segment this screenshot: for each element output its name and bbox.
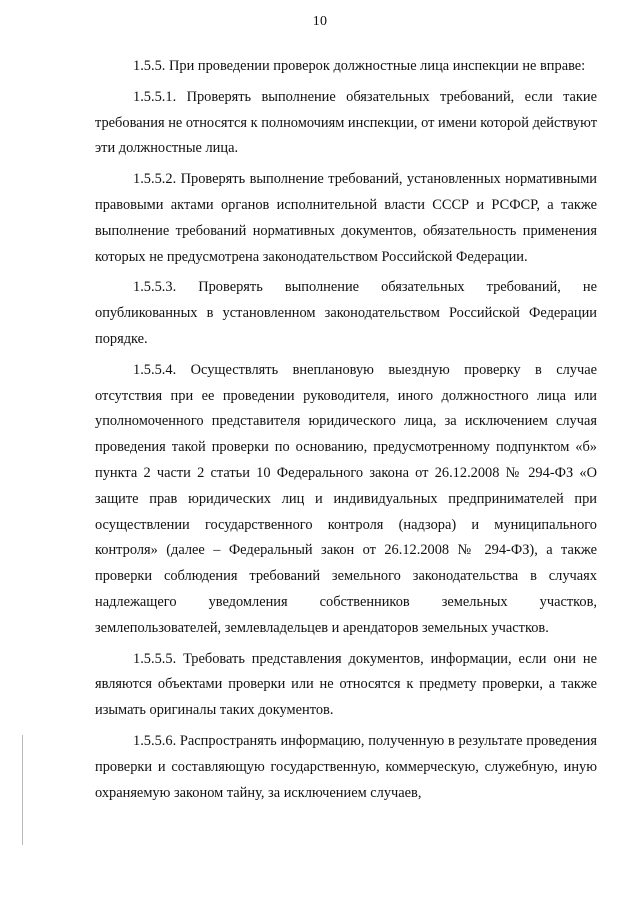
paragraph-1-5-5-5: 1.5.5.5. Требовать представления документов, информации, если они не являются объектами проверки или не относятся к предмету проверки, а также изымать оригиналы таких документов. bbox=[95, 650, 597, 719]
paragraph-1-5-5-2: 1.5.5.2. Проверять выполнение требований, установленных нормативными правовыми актами органов исполнительной власти СССР и РСФСР, а также выполнение требований нормативных документов, обязательность применения которых не предусмотрена законодательством Российской Федерации. bbox=[95, 171, 597, 265]
paragraph-1-5-5-6: 1.5.5.6. Распространять информацию, полученную в результате проведения проверки и составляющую государственную, коммерческую, служебную, иную охраняемую законом тайну, за исключением случаев, bbox=[95, 732, 597, 801]
scan-margin-line bbox=[22, 735, 23, 845]
page-number: 10 bbox=[312, 14, 328, 29]
paragraph-1-5-5-4: 1.5.5.4. Осуществлять внеплановую выездную проверку в случае отсутствия при ее проведении руководителя, иного должностного лица или уполномоченного представителя юридического лица, за исключением случая проведения такой проверки по основанию, предусмотренному подпунктом «б» пункта 2 части 2 статьи 10 Федерального закона от 26.12.2008 № 294-ФЗ «О защите прав юридических лиц и индивидуальных предпринимателей при осуществлении государственного контроля (надзора) и муниципального контроля» (далее – Федеральный закон от 26.12.2008 № 294-ФЗ), а также проверки соблюдения требований земельного законодательства в случаях надлежащего уведомления собственников земельных участков, землепользователей, землевладельцев и арендаторов земельных участков. bbox=[95, 361, 597, 636]
paragraph-1-5-5-1: 1.5.5.1. Проверять выполнение обязательных требований, если такие требования не относятся к полномочиям инспекции, от имени которой действуют эти должностные лица. bbox=[95, 88, 597, 157]
document-body bbox=[95, 54, 597, 811]
paragraph-1-5-5: 1.5.5. При проведении проверок должностные лица инспекции не вправе: bbox=[133, 58, 586, 74]
paragraph-1-5-5-3: 1.5.5.3. Проверять выполнение обязательных требований, не опубликованных в установленном законодательством Российской Федерации порядке. bbox=[95, 279, 597, 347]
